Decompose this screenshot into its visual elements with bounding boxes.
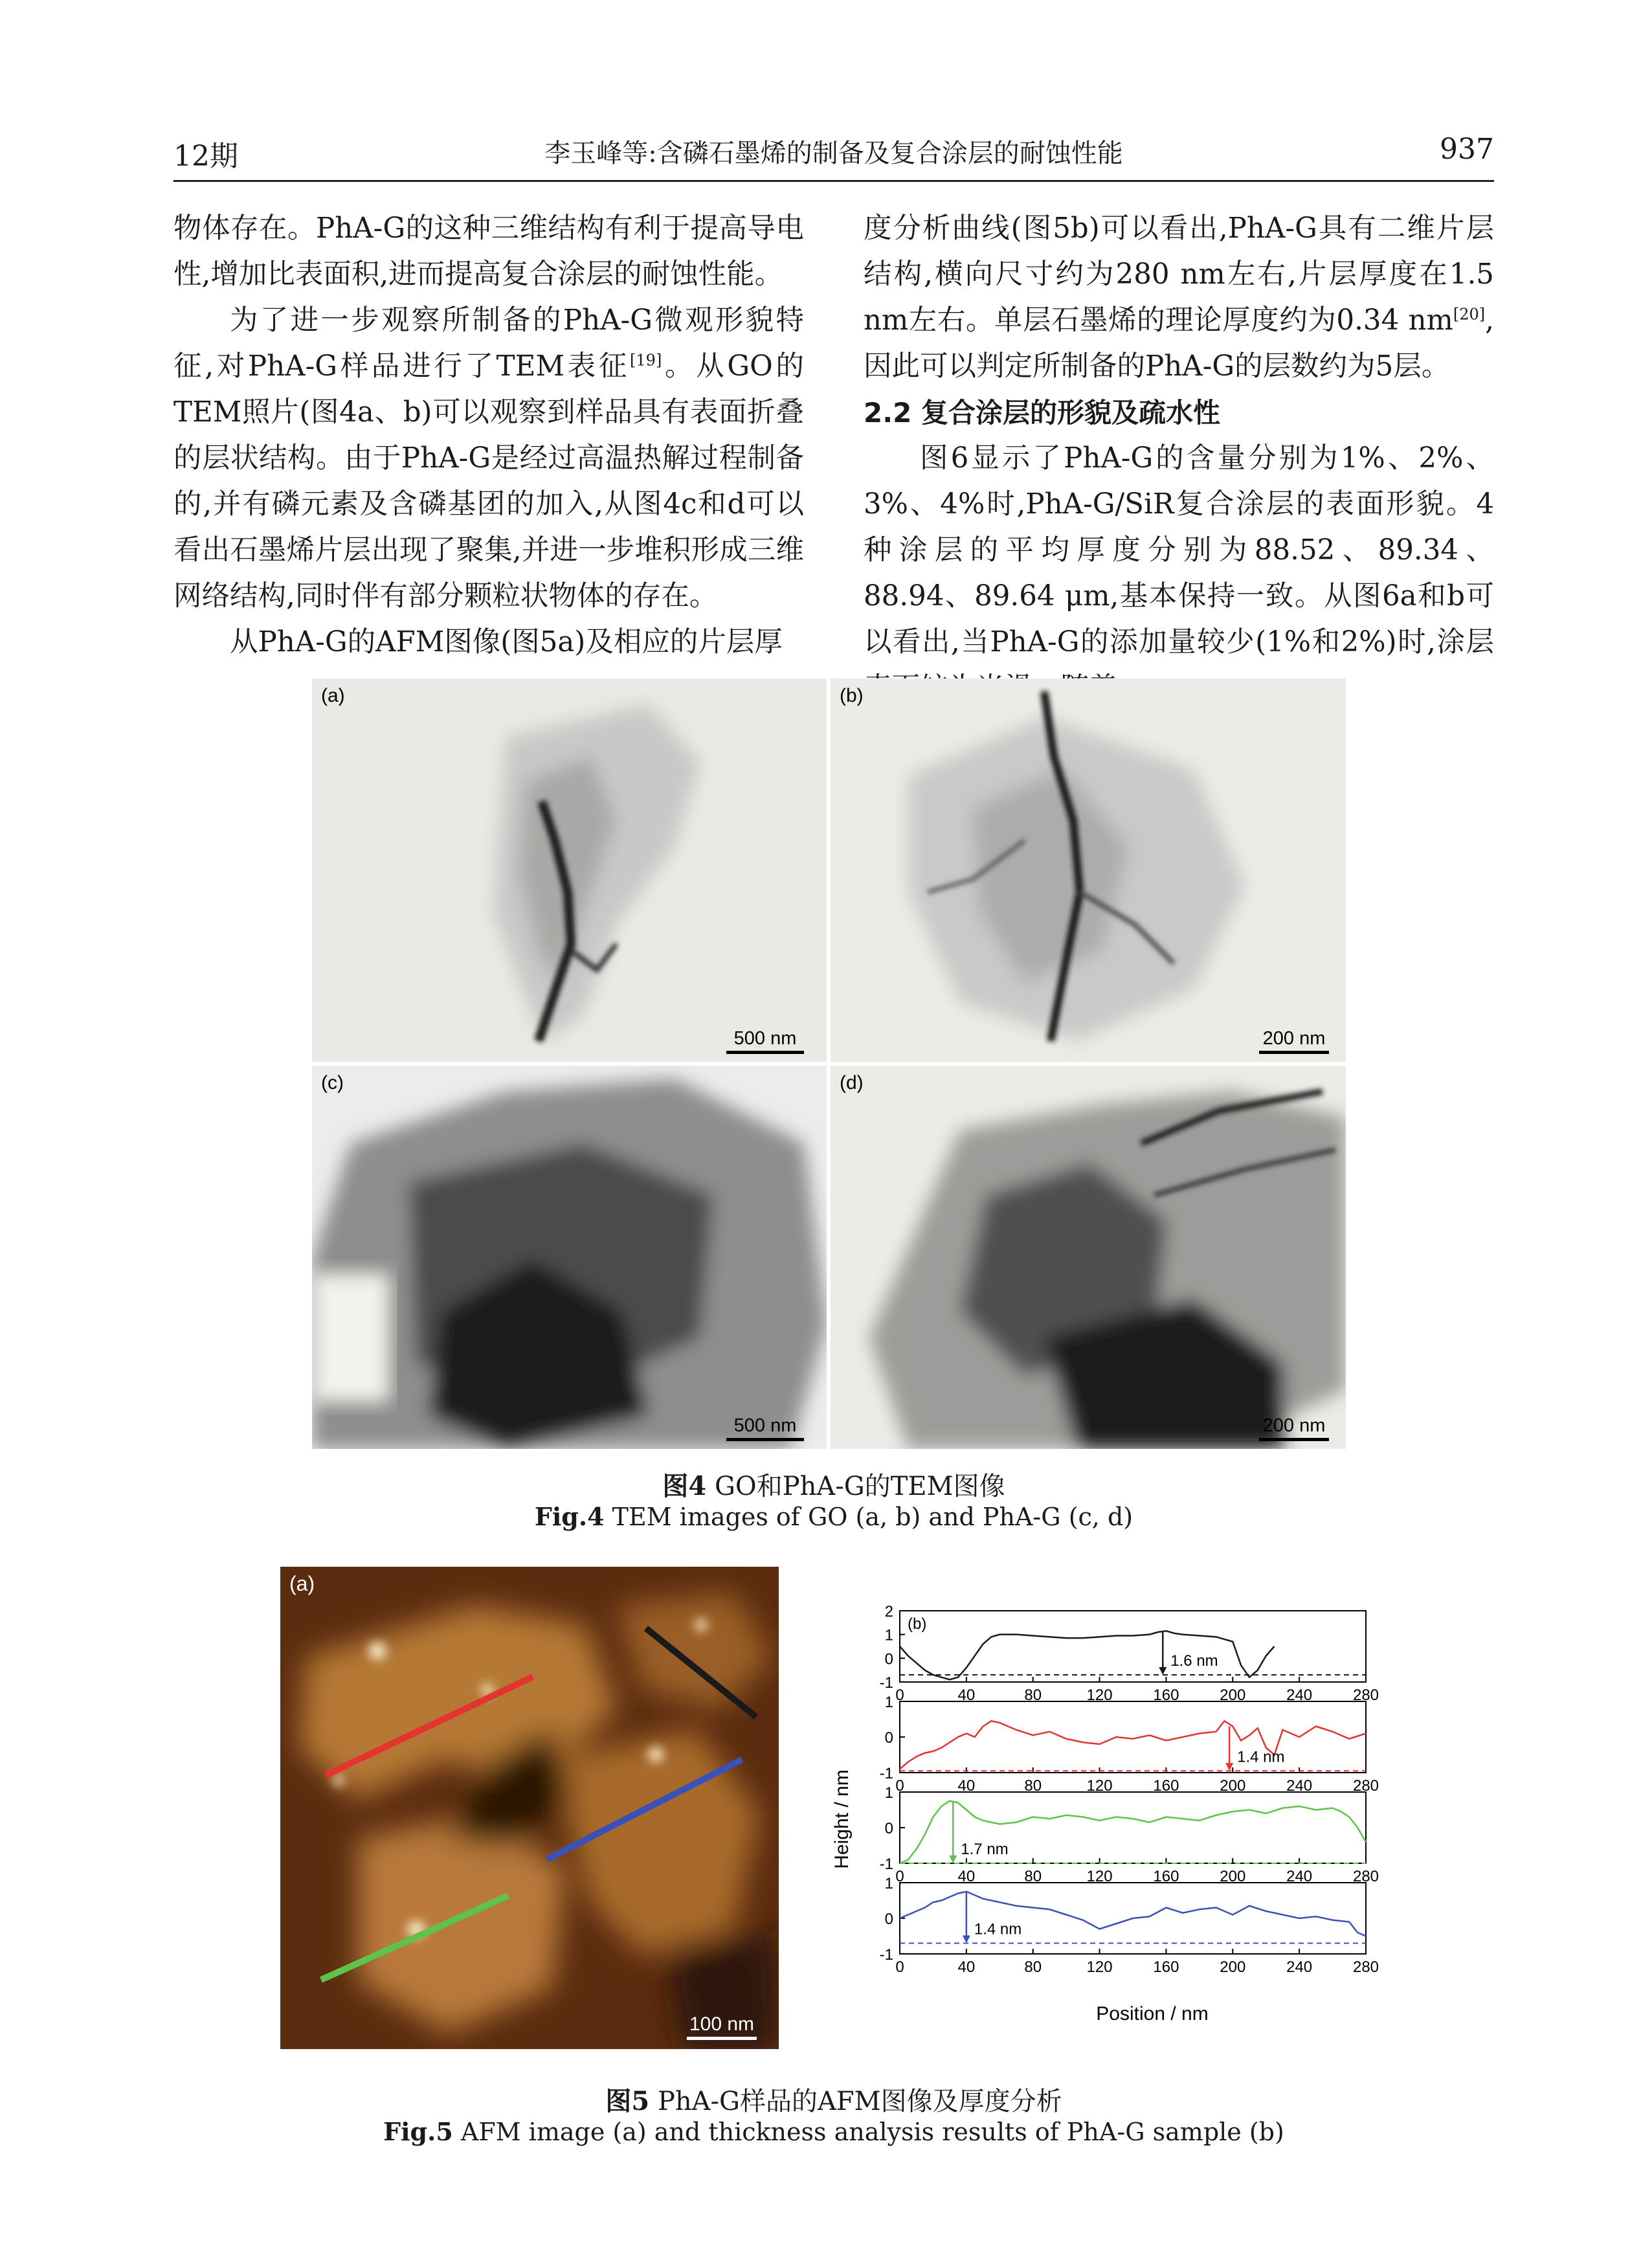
caption-text: TEM images of GO (a, b) and PhA-G (c, d)	[604, 1503, 1133, 1531]
right-column	[864, 206, 1494, 712]
x-tick-label: 0	[895, 1687, 904, 1704]
y-tick-label: -1	[879, 1855, 893, 1873]
scale-bar	[687, 2013, 757, 2040]
scale-bar	[726, 1028, 804, 1054]
afm-image	[280, 1567, 779, 2049]
tem-micrograph	[312, 1066, 827, 1449]
text-run: 。从GO的TEM照片(图4a、b)可以观察到样品具有表面折叠的层状结构。由于PhA-G是经过高温热解过程制备的,并有磷元素及含磷基团的加入,从图4c和d可以看出石墨烯片层出现了聚集,并进一步堆积形成三维网络结构,同时伴有部分颗粒状物体的存在。	[173, 350, 804, 612]
paragraph: 图6显示了PhA-G的含量分别为1%、2%、3%、4%时,PhA-G/SiR复合涂层的表面形貌。4种涂层的平均厚度分别为88.52、89.34、88.94、89.64 μm,基本保持一致。从图6a和b可以看出,当PhA-G的添加量较少(1%和2%)时,涂层	[864, 442, 1494, 658]
panel-label: (b)	[908, 1615, 927, 1633]
paragraph	[173, 298, 804, 620]
x-axis-label: Position / nm	[1096, 2003, 1209, 2024]
running-title: 李玉峰等:含磷石墨烯的制备及复合涂层的耐蚀性能	[544, 139, 1123, 168]
tem-image-c	[312, 1066, 827, 1449]
y-tick-label: 1	[884, 1784, 893, 1802]
tem-image-b	[831, 678, 1346, 1062]
scale-bar	[1259, 1028, 1329, 1054]
scale-bar-line	[1259, 1438, 1329, 1441]
x-tick-label: 280	[1352, 1868, 1379, 1885]
x-tick-label: 160	[1153, 1777, 1179, 1795]
header-rule	[173, 180, 1494, 182]
text-run: 为了进一步观察所制备的PhA-G微观形貌特征,对PhA-G样品进行了TEM表征	[173, 304, 804, 383]
x-tick-label: 40	[957, 1868, 976, 1885]
figure-number: 图5	[605, 2086, 650, 2116]
x-tick-label: 40	[957, 1687, 976, 1704]
caption-text: AFM image (a) and thickness analysis results of PhA-G sample (b)	[452, 2118, 1284, 2146]
tem-micrograph	[831, 1066, 1346, 1449]
panel-label: (c)	[321, 1072, 344, 1093]
x-tick-label: 120	[1086, 1958, 1113, 1976]
x-tick-label: 80	[1024, 1687, 1042, 1704]
running-header	[173, 133, 1494, 178]
figure-number: 图4	[662, 1471, 707, 1501]
section-heading: 2.2 复合涂层的形貌及疏水性	[864, 397, 1221, 429]
x-tick-label: 240	[1286, 1868, 1313, 1885]
panel-label: (d)	[840, 1072, 864, 1093]
paragraph: 物体存在。PhA-G的这种三维结构有利于提高导电性,增加比表面积,进而提高复合涂层的耐蚀性能。	[173, 212, 804, 291]
paragraph	[864, 206, 1494, 390]
y-tick-label: 1	[884, 1694, 893, 1711]
x-tick-label: 120	[1086, 1777, 1113, 1795]
x-tick-label: 240	[1286, 1687, 1313, 1704]
x-tick-label: 200	[1220, 1958, 1246, 1976]
panel-label: (a)	[321, 685, 345, 706]
scale-bar-line	[726, 1051, 804, 1054]
text-run: 度分析曲线(图5b)可以看出,PhA-G具有二维片层结构,横向尺寸约为280 nm左右,片层厚度在1.5 nm左右。单层石墨烯的理论厚度约为0.34 nm	[864, 212, 1494, 337]
panel-label: (a)	[289, 1572, 315, 1595]
x-tick-label: 40	[957, 1777, 976, 1795]
x-tick-label: 200	[1220, 1777, 1246, 1795]
profile-series-line	[900, 1631, 1275, 1679]
x-tick-label: 280	[1352, 1777, 1379, 1795]
tem-micrograph	[831, 678, 1346, 1062]
x-tick-label: 160	[1153, 1687, 1179, 1704]
y-tick-label: 0	[884, 1911, 893, 1928]
x-tick-label: 80	[1024, 1868, 1042, 1885]
y-tick-label: 1	[884, 1875, 893, 1892]
x-tick-label: 120	[1086, 1687, 1113, 1704]
tem-image-a	[312, 678, 827, 1062]
tem-micrograph	[312, 678, 827, 1062]
y-tick-label: 0	[884, 1729, 893, 1747]
plot-frame	[900, 1701, 1366, 1773]
scale-bar-label: 200 nm	[1262, 1415, 1326, 1436]
figure-number: Fig.4	[534, 1502, 605, 1531]
figure-4-caption-zh	[173, 1466, 1494, 1503]
issue-number: 12期	[173, 140, 238, 173]
figure-5-caption-en	[173, 2117, 1494, 2146]
x-tick-label: 120	[1086, 1868, 1113, 1885]
citation: [20]	[1453, 305, 1486, 324]
profile-series-line	[900, 1892, 1366, 1936]
y-tick-label: 1	[884, 1626, 893, 1644]
thickness-annotation: 1.7 nm	[961, 1841, 1009, 1858]
paragraph: 从PhA-G的AFM图像(图5a)及相应的片层厚	[230, 626, 783, 658]
scale-bar-line	[687, 2037, 757, 2040]
scale-bar-label: 500 nm	[733, 1415, 797, 1436]
y-tick-label: -1	[879, 1946, 893, 1964]
profile-series-line	[900, 1721, 1366, 1769]
plot-frame	[900, 1611, 1366, 1682]
height-profile-chart	[829, 1599, 1379, 2033]
x-tick-label: 280	[1352, 1958, 1379, 1976]
panel-label: (b)	[840, 685, 864, 706]
scale-bar-line	[726, 1438, 804, 1441]
afm-micrograph	[280, 1567, 779, 2049]
x-tick-label: 0	[895, 1958, 904, 1976]
thickness-arrow-head	[1159, 1667, 1166, 1675]
tem-image-d	[831, 1066, 1346, 1449]
x-tick-label: 0	[895, 1777, 904, 1795]
y-tick-label: -1	[879, 1765, 893, 1782]
y-tick-label: -1	[879, 1674, 893, 1692]
thickness-annotation: 1.4 nm	[974, 1920, 1022, 1938]
x-tick-label: 200	[1220, 1687, 1246, 1704]
x-tick-label: 0	[895, 1868, 904, 1885]
y-tick-label: 0	[884, 1820, 893, 1837]
figure-5-caption-zh	[173, 2081, 1494, 2118]
y-tick-label: 0	[884, 1650, 893, 1668]
thickness-arrow-head	[963, 1936, 970, 1944]
thickness-annotation: 1.4 nm	[1237, 1748, 1285, 1766]
thickness-annotation: 1.6 nm	[1170, 1652, 1218, 1670]
x-tick-label: 40	[957, 1958, 976, 1976]
scale-bar	[726, 1415, 804, 1441]
scale-bar-label: 100 nm	[689, 2013, 755, 2035]
scale-bar-label: 500 nm	[733, 1028, 797, 1049]
chart-plots	[880, 1603, 1379, 1976]
text-run: ,因此可以判定所制备的PhA-G的层数约为5层。	[864, 304, 1494, 383]
y-axis-label: Height / nm	[831, 1769, 853, 1869]
x-tick-label: 160	[1153, 1868, 1179, 1885]
x-tick-label: 80	[1024, 1777, 1042, 1795]
caption-text: GO和PhA-G的TEM图像	[706, 1472, 1005, 1501]
scale-bar-line	[1259, 1051, 1329, 1054]
x-tick-label: 280	[1352, 1687, 1379, 1704]
citation: [19]	[630, 351, 662, 370]
scale-bar	[1259, 1415, 1329, 1441]
x-tick-label: 200	[1220, 1868, 1246, 1885]
scale-bar-label: 200 nm	[1262, 1028, 1326, 1049]
caption-text: PhA-G样品的AFM图像及厚度分析	[649, 2087, 1062, 2116]
x-tick-label: 240	[1286, 1958, 1313, 1976]
thickness-arrow-head	[949, 1855, 957, 1863]
figure-4-caption-en	[173, 1502, 1494, 1531]
page-number: 937	[1440, 133, 1494, 166]
x-tick-label: 240	[1286, 1777, 1313, 1795]
y-tick-label: 2	[884, 1603, 893, 1620]
left-column	[173, 206, 804, 666]
x-tick-label: 160	[1153, 1958, 1179, 1976]
figure-number: Fig.5	[383, 2117, 453, 2146]
x-tick-label: 80	[1024, 1958, 1042, 1976]
